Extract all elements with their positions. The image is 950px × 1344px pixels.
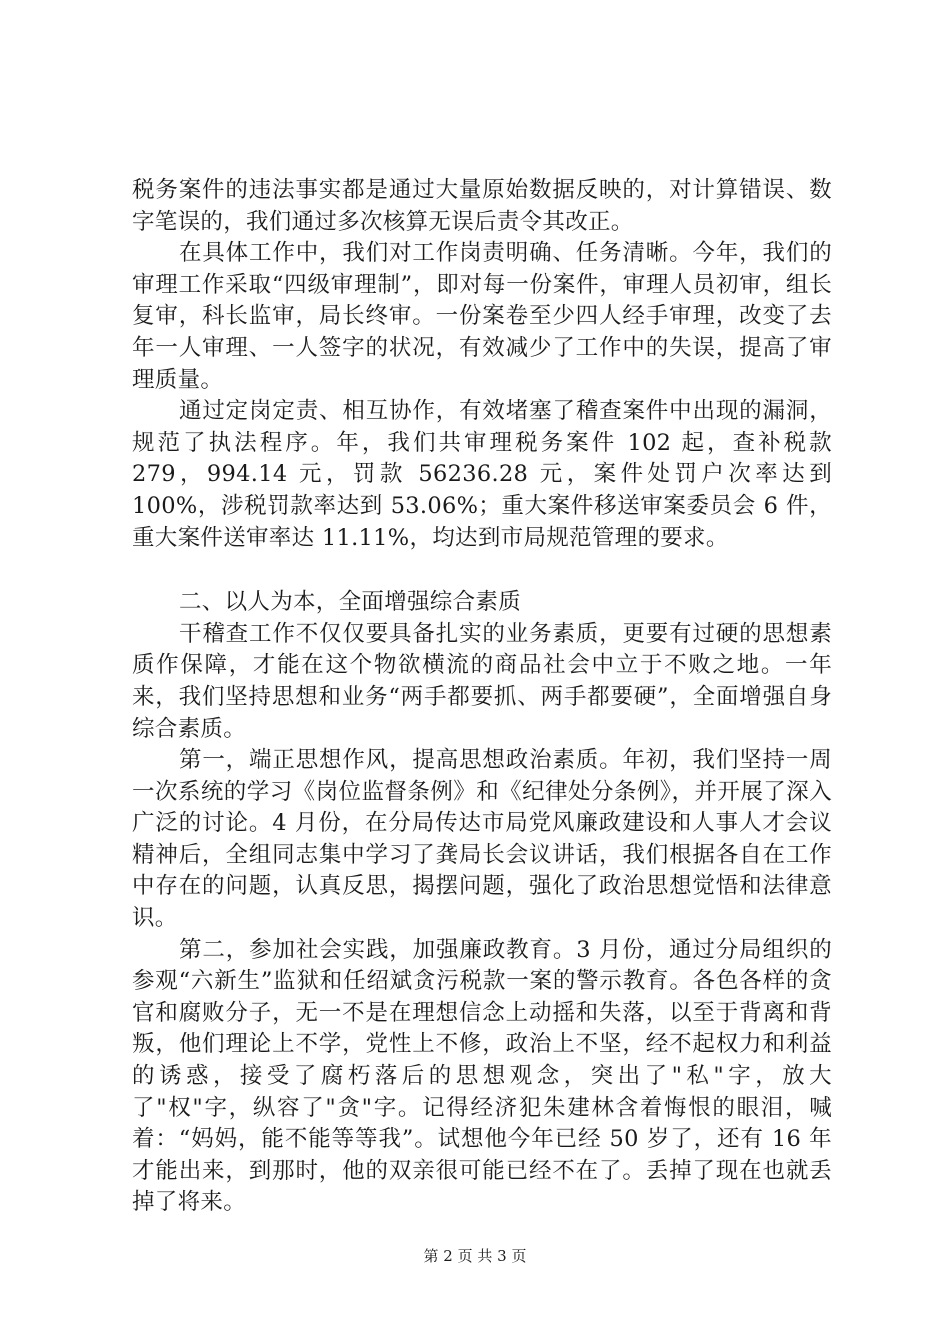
paragraph-continuation: 税务案件的违法事实都是通过大量原始数据反映的，对计算错误、数字笔误的，我们通过多次核算无误后责令其改正。 [132, 177, 832, 235]
page-number-footer: 第 2 页 共 3 页 [423, 1247, 527, 1265]
paragraph-review-system: 在具体工作中，我们对工作岗责明确、任务清晰。今年，我们的审理工作采取“四级审理制”，即对每一份案件，审理人员初审，组长复审，科长监审，局长终审。一份案卷至少四人经手审理，改变了去年一人审理、一人签字的状况，有效减少了工作中的失误，提高了审理质量。 [132, 240, 832, 393]
document-body [132, 175, 832, 1219]
paragraph-quality-intro: 干稽查工作不仅仅要具备扎实的业务素质，更要有过硬的思想素质作保障，才能在这个物欲横流的商品社会中立于不败之地。一年来，我们坚持思想和业务“两手都要抓、两手都要硬”，全面增强自身综合素质。 [132, 620, 832, 742]
paragraph-case-statistics: 通过定岗定责、相互协作，有效堵塞了稽查案件中出现的漏洞，规范了执法程序。年，我们共审理税务案件 102 起，查补税款 279，994.14 元，罚款 56236.28 元，案件处罚户次率达到 100%，涉税罚款率达到 53.06%；重大案件移送审案委员会 6 件，重大案件送审率达 11.11%，均达到市局规范管理的要求。 [132, 398, 832, 551]
paragraph-point-one: 第一，端正思想作风，提高思想政治素质。年初，我们坚持一周一次系统的学习《岗位监督条例》和《纪律处分条例》，并开展了深入广泛的讨论。4 月份，在分局传达市局党风廉政建设和人事人才会议精神后，全组同志集中学习了龚局长会议讲话，我们根据各自在工作中存在的问题，认真反思，揭摆问题，强化了政治思想觉悟和法律意识。 [132, 747, 832, 932]
section-heading: 二、以人为本，全面增强综合素质 [179, 589, 522, 616]
paragraph-spacer [132, 554, 832, 587]
paragraph-point-two: 第二，参加社会实践，加强廉政教育。3 月份，通过分局组织的参观“六新生”监狱和任绍斌贪污税款一案的警示教育。各色各样的贪官和腐败分子，无一不是在理想信念上动摇和失落，以至于背离和背叛，他们理论上不学，党性上不修，政治上不坚，经不起权力和利益的诱惑，接受了腐朽落后的思想观念，突出了"私"字，放大了"权"字，纵容了"贪"字。记得经济犯朱建林含着悔恨的眼泪，喊着：“妈妈，能不能等等我”。试想他今年已经 50 岁了，还有 16 年才能出来，到那时，他的双亲很可能已经不在了。丢掉了现在也就丢掉了将来。 [132, 936, 832, 1216]
